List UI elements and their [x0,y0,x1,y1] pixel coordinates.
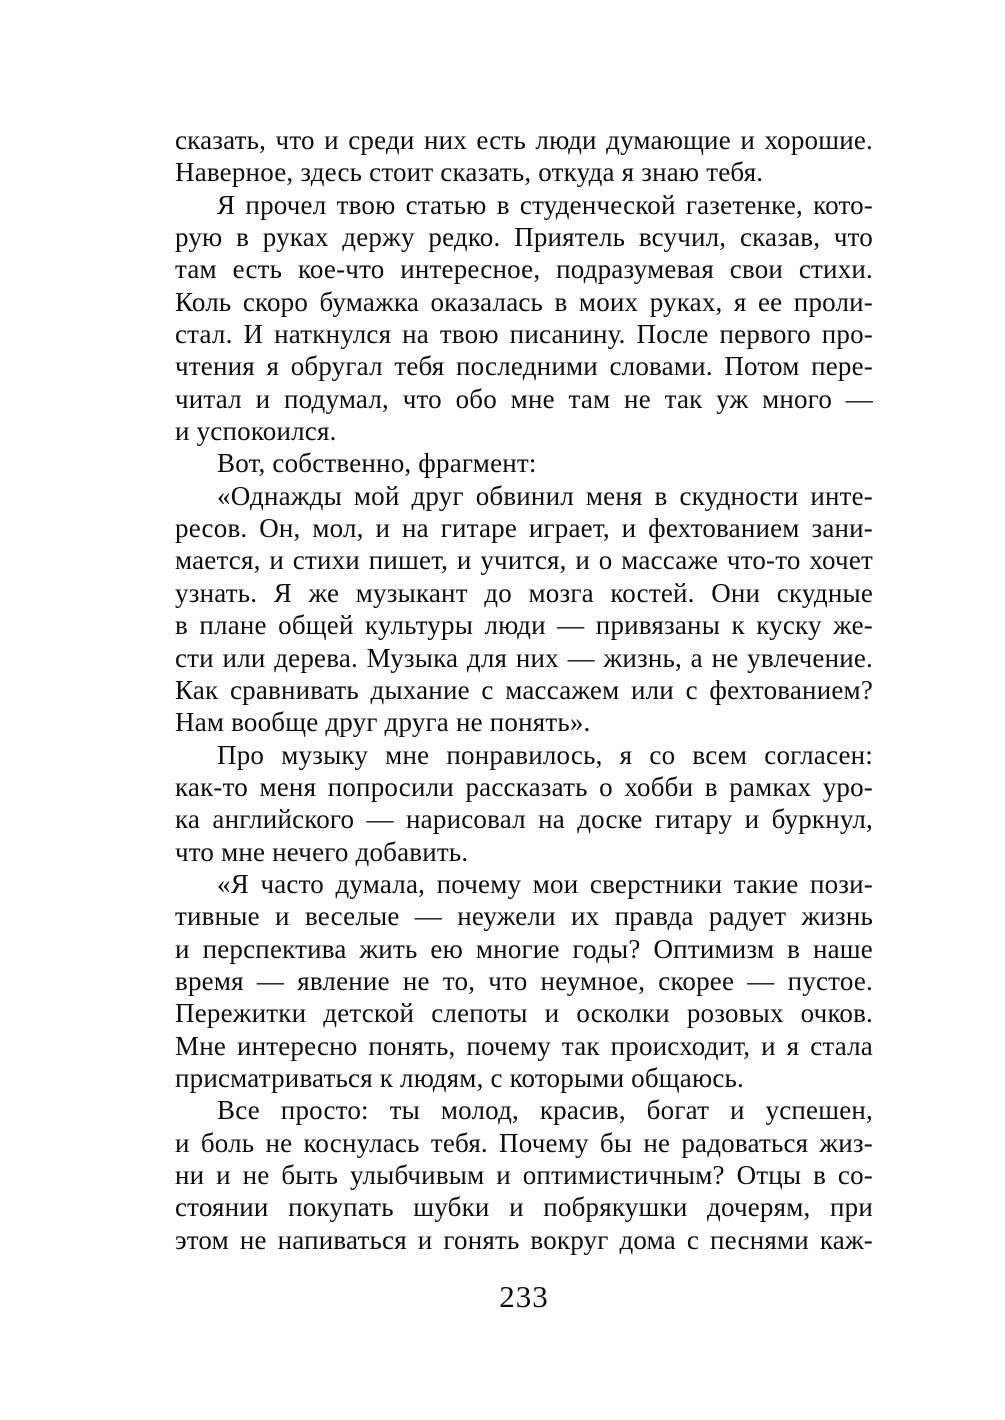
text-line: Пережитки детской слепоты и осколки розовых очков. [175,998,873,1029]
text-line: и боль не коснулась тебя. Почему бы не радоваться жиз- [175,1127,873,1158]
text-line: Нам вообще друг друга не понять». [175,707,591,738]
text-line: этом не напиваться и гонять вокруг дома с песнями каж- [175,1224,873,1255]
text-line: Про музыку мне понравилось, я со всем согласен: [217,739,873,770]
text-line: Коль скоро бумажка оказалась в моих руках, я ее проли- [175,286,873,317]
text-line: читал и подумал, что обо мне там не так уж много — [175,383,873,414]
page-number: 233 [499,1279,549,1314]
text-line: «Однажды мой друг обвинил меня в скудности инте- [217,480,873,511]
text-line: как-то меня попросили рассказать о хобби в рамках уро- [175,771,873,802]
text-line: Мне интересно понять, почему так происходит, и я стала [175,1030,873,1061]
text-line: время — явление не то, что неумное, скорее — пустое. [175,965,873,996]
text-line: что мне нечего добавить. [175,836,469,867]
text-line: ни и не быть улыбчивым и оптимистичным? Отцы в со- [175,1160,873,1190]
text-line: сказать, что и среди них есть люди думающие и хорошие. [175,125,873,155]
text-block [175,124,873,1256]
text-line: Я прочел твою статью в студенческой газетенке, кото- [217,189,873,220]
text-line: Наверное, здесь стоит сказать, откуда я знаю тебя. [175,157,764,188]
text-line: чтения я обругал тебя последними словами. Потом пере- [175,351,873,382]
text-line: мается, и стихи пишет, и учится, и о массаже что-то хочет [175,545,873,576]
text-line: и успокоился. [175,416,337,447]
text-line: сти или дерева. Музыка для них — жизнь, а не увлечение. [175,642,873,673]
text-line: Все просто: ты молод, красив, богат и успешен, [217,1095,873,1126]
text-line: ресов. Он, мол, и на гитаре играет, и фехтованием зани- [175,513,873,544]
text-line: присматриваться к людям, с которыми общаюсь. [175,1062,744,1093]
text-line: в плане общей культуры люди — привязаны к куску же- [175,610,873,641]
text-line: стоянии покупать шубки и побрякушки дочерям, при [175,1192,873,1223]
text-line: Как сравнивать дыхание с массажем или с фехтованием? [175,674,873,705]
text-line: тивные и веселые — неужели их правда радует жизнь [175,901,873,932]
text-line: узнать. Я же музыкант до мозга костей. Они скудные [175,577,873,608]
text-line: Вот, собственно, фрагмент: [217,448,537,479]
text-line: рую в руках держу редко. Приятель всучил, сказав, что [175,222,873,253]
text-line: там есть кое-что интересное, подразумевая свои стихи. [175,254,873,285]
text-line: ка английского — нарисовал на доске гитару и буркнул, [175,804,873,835]
text-line: и перспектива жить ею многие годы? Оптимизм в наше [175,933,873,964]
text-line: стал. И наткнулся на твою писанину. После первого про- [175,319,873,350]
text-line: «Я часто думала, почему мои сверстники такие пози- [217,868,873,899]
